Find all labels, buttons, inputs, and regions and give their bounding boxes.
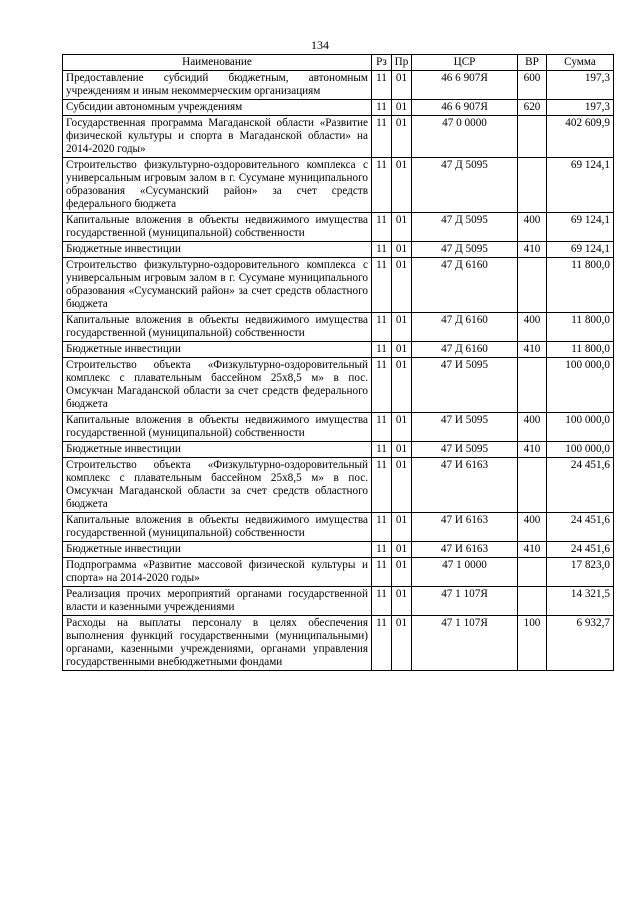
cell-vr: 410 xyxy=(518,442,547,458)
cell-name: Подпрограмма «Развитие массовой физической культуры и спорта» на 2014-2020 годы» xyxy=(63,558,372,587)
table-row xyxy=(63,213,614,242)
header-row xyxy=(63,55,614,71)
table-body xyxy=(63,71,614,671)
cell-csr: 47 1 107Я xyxy=(412,587,518,616)
cell-vr: 400 xyxy=(518,213,547,242)
cell-csr: 47 Д 5095 xyxy=(412,242,518,258)
cell-sum: 24 451,6 xyxy=(547,513,614,542)
cell-rz: 11 xyxy=(372,342,392,358)
cell-pr: 01 xyxy=(392,158,412,213)
table-row xyxy=(63,100,614,116)
cell-csr: 47 Д 6160 xyxy=(412,258,518,313)
cell-rz: 11 xyxy=(372,242,392,258)
cell-vr: 410 xyxy=(518,342,547,358)
table-row xyxy=(63,442,614,458)
cell-pr: 01 xyxy=(392,313,412,342)
cell-name: Строительство физкультурно-оздоровительного комплекса с универсальным игровым залом в г. Сусумане муниципального образования «Сусуманский район» за счет средств федерального бюджета xyxy=(63,158,372,213)
table-row xyxy=(63,458,614,513)
table-row xyxy=(63,558,614,587)
cell-rz: 11 xyxy=(372,413,392,442)
table-row xyxy=(63,342,614,358)
cell-sum: 17 823,0 xyxy=(547,558,614,587)
column-header-vr: ВР xyxy=(518,55,547,71)
cell-vr xyxy=(518,258,547,313)
cell-name: Бюджетные инвестиции xyxy=(63,442,372,458)
cell-vr xyxy=(518,158,547,213)
column-header-name: Наименование xyxy=(63,55,372,71)
table-row xyxy=(63,258,614,313)
table-row xyxy=(63,313,614,342)
cell-pr: 01 xyxy=(392,558,412,587)
cell-pr: 01 xyxy=(392,616,412,671)
cell-sum: 197,3 xyxy=(547,100,614,116)
cell-pr: 01 xyxy=(392,542,412,558)
cell-rz: 11 xyxy=(372,358,392,413)
cell-sum: 6 932,7 xyxy=(547,616,614,671)
cell-rz: 11 xyxy=(372,158,392,213)
cell-csr: 47 1 107Я xyxy=(412,616,518,671)
cell-name: Расходы на выплаты персоналу в целях обеспечения выполнения функций государственными (муниципальными) органами, казенными учреждениями, органами управления государственными внебюджетными фондами xyxy=(63,616,372,671)
cell-vr: 400 xyxy=(518,513,547,542)
cell-name: Капитальные вложения в объекты недвижимого имущества государственной (муниципальной) собственности xyxy=(63,513,372,542)
cell-name: Строительство объекта «Физкультурно-оздоровительный комплекс с плавательным бассейном 25х8,5 м» в пос. Омсукчан Магаданской области за счет средств федерального бюджета xyxy=(63,358,372,413)
cell-csr: 47 0 0000 xyxy=(412,116,518,158)
budget-table xyxy=(62,54,614,671)
cell-vr: 400 xyxy=(518,313,547,342)
cell-vr: 100 xyxy=(518,616,547,671)
cell-name: Капитальные вложения в объекты недвижимого имущества государственной (муниципальной) собственности xyxy=(63,213,372,242)
cell-sum: 24 451,6 xyxy=(547,542,614,558)
cell-sum: 24 451,6 xyxy=(547,458,614,513)
cell-sum: 100 000,0 xyxy=(547,358,614,413)
cell-csr: 47 И 6163 xyxy=(412,513,518,542)
cell-pr: 01 xyxy=(392,242,412,258)
cell-rz: 11 xyxy=(372,258,392,313)
cell-pr: 01 xyxy=(392,358,412,413)
cell-sum: 100 000,0 xyxy=(547,442,614,458)
table-row xyxy=(63,616,614,671)
cell-rz: 11 xyxy=(372,616,392,671)
cell-sum: 100 000,0 xyxy=(547,413,614,442)
cell-name: Государственная программа Магаданской области «Развитие физической культуры и спорта в Магаданской области» на 2014-2020 годы» xyxy=(63,116,372,158)
cell-pr: 01 xyxy=(392,513,412,542)
cell-vr: 600 xyxy=(518,71,547,100)
cell-name: Бюджетные инвестиции xyxy=(63,542,372,558)
cell-vr xyxy=(518,558,547,587)
table-row xyxy=(63,587,614,616)
cell-name: Строительство объекта «Физкультурно-оздоровительный комплекс с плавательным бассейном 25х8,5 м» в пос. Омсукчан Магаданской области за счет средств областного бюджета xyxy=(63,458,372,513)
table-row xyxy=(63,413,614,442)
cell-csr: 47 1 0000 xyxy=(412,558,518,587)
cell-vr xyxy=(518,358,547,413)
cell-csr: 47 Д 5095 xyxy=(412,158,518,213)
cell-csr: 47 И 5095 xyxy=(412,413,518,442)
cell-rz: 11 xyxy=(372,100,392,116)
table-row xyxy=(63,116,614,158)
column-header-sum: Сумма xyxy=(547,55,614,71)
cell-rz: 11 xyxy=(372,442,392,458)
table-row xyxy=(63,242,614,258)
cell-name: Реализация прочих мероприятий органами государственной власти и казенными учреждениями xyxy=(63,587,372,616)
table-row xyxy=(63,358,614,413)
cell-csr: 47 Д 6160 xyxy=(412,313,518,342)
cell-sum: 402 609,9 xyxy=(547,116,614,158)
cell-pr: 01 xyxy=(392,458,412,513)
table-header xyxy=(63,55,614,71)
cell-csr: 46 6 907Я xyxy=(412,100,518,116)
cell-csr: 47 И 5095 xyxy=(412,358,518,413)
cell-sum: 69 124,1 xyxy=(547,158,614,213)
cell-pr: 01 xyxy=(392,71,412,100)
cell-pr: 01 xyxy=(392,587,412,616)
table-row xyxy=(63,542,614,558)
cell-csr: 47 Д 5095 xyxy=(412,213,518,242)
cell-name: Предоставление субсидий бюджетным, автономным учреждениям и иным некоммерческим организациям xyxy=(63,71,372,100)
cell-vr: 410 xyxy=(518,242,547,258)
page-number: 134 xyxy=(311,38,329,52)
column-header-rz: Рз xyxy=(372,55,392,71)
cell-pr: 01 xyxy=(392,442,412,458)
cell-rz: 11 xyxy=(372,116,392,158)
cell-sum: 11 800,0 xyxy=(547,313,614,342)
cell-csr: 47 Д 6160 xyxy=(412,342,518,358)
cell-csr: 47 И 5095 xyxy=(412,442,518,458)
cell-sum: 197,3 xyxy=(547,71,614,100)
cell-pr: 01 xyxy=(392,258,412,313)
cell-sum: 11 800,0 xyxy=(547,258,614,313)
cell-csr: 47 И 6163 xyxy=(412,458,518,513)
cell-rz: 11 xyxy=(372,458,392,513)
cell-name: Субсидии автономным учреждениям xyxy=(63,100,372,116)
cell-vr xyxy=(518,458,547,513)
cell-pr: 01 xyxy=(392,116,412,158)
table-row xyxy=(63,513,614,542)
cell-vr: 400 xyxy=(518,413,547,442)
cell-rz: 11 xyxy=(372,558,392,587)
cell-sum: 11 800,0 xyxy=(547,342,614,358)
cell-rz: 11 xyxy=(372,542,392,558)
cell-sum: 14 321,5 xyxy=(547,587,614,616)
cell-name: Капитальные вложения в объекты недвижимого имущества государственной (муниципальной) собственности xyxy=(63,313,372,342)
table-row xyxy=(63,158,614,213)
cell-rz: 11 xyxy=(372,71,392,100)
cell-vr: 410 xyxy=(518,542,547,558)
cell-vr: 620 xyxy=(518,100,547,116)
cell-csr: 47 И 6163 xyxy=(412,542,518,558)
cell-sum: 69 124,1 xyxy=(547,213,614,242)
cell-rz: 11 xyxy=(372,513,392,542)
cell-pr: 01 xyxy=(392,100,412,116)
column-header-pr: Пр xyxy=(392,55,412,71)
cell-rz: 11 xyxy=(372,313,392,342)
cell-pr: 01 xyxy=(392,342,412,358)
cell-sum: 69 124,1 xyxy=(547,242,614,258)
cell-vr xyxy=(518,587,547,616)
cell-name: Бюджетные инвестиции xyxy=(63,242,372,258)
cell-name: Капитальные вложения в объекты недвижимого имущества государственной (муниципальной) собственности xyxy=(63,413,372,442)
cell-pr: 01 xyxy=(392,413,412,442)
cell-name: Бюджетные инвестиции xyxy=(63,342,372,358)
cell-csr: 46 6 907Я xyxy=(412,71,518,100)
table-row xyxy=(63,71,614,100)
cell-pr: 01 xyxy=(392,213,412,242)
cell-rz: 11 xyxy=(372,587,392,616)
cell-name: Строительство физкультурно-оздоровительного комплекса с универсальным игровым залом в г. Сусумане муниципального образования «Сусуманский район» за счет средств областного бюджета xyxy=(63,258,372,313)
cell-rz: 11 xyxy=(372,213,392,242)
cell-vr xyxy=(518,116,547,158)
column-header-csr: ЦСР xyxy=(412,55,518,71)
